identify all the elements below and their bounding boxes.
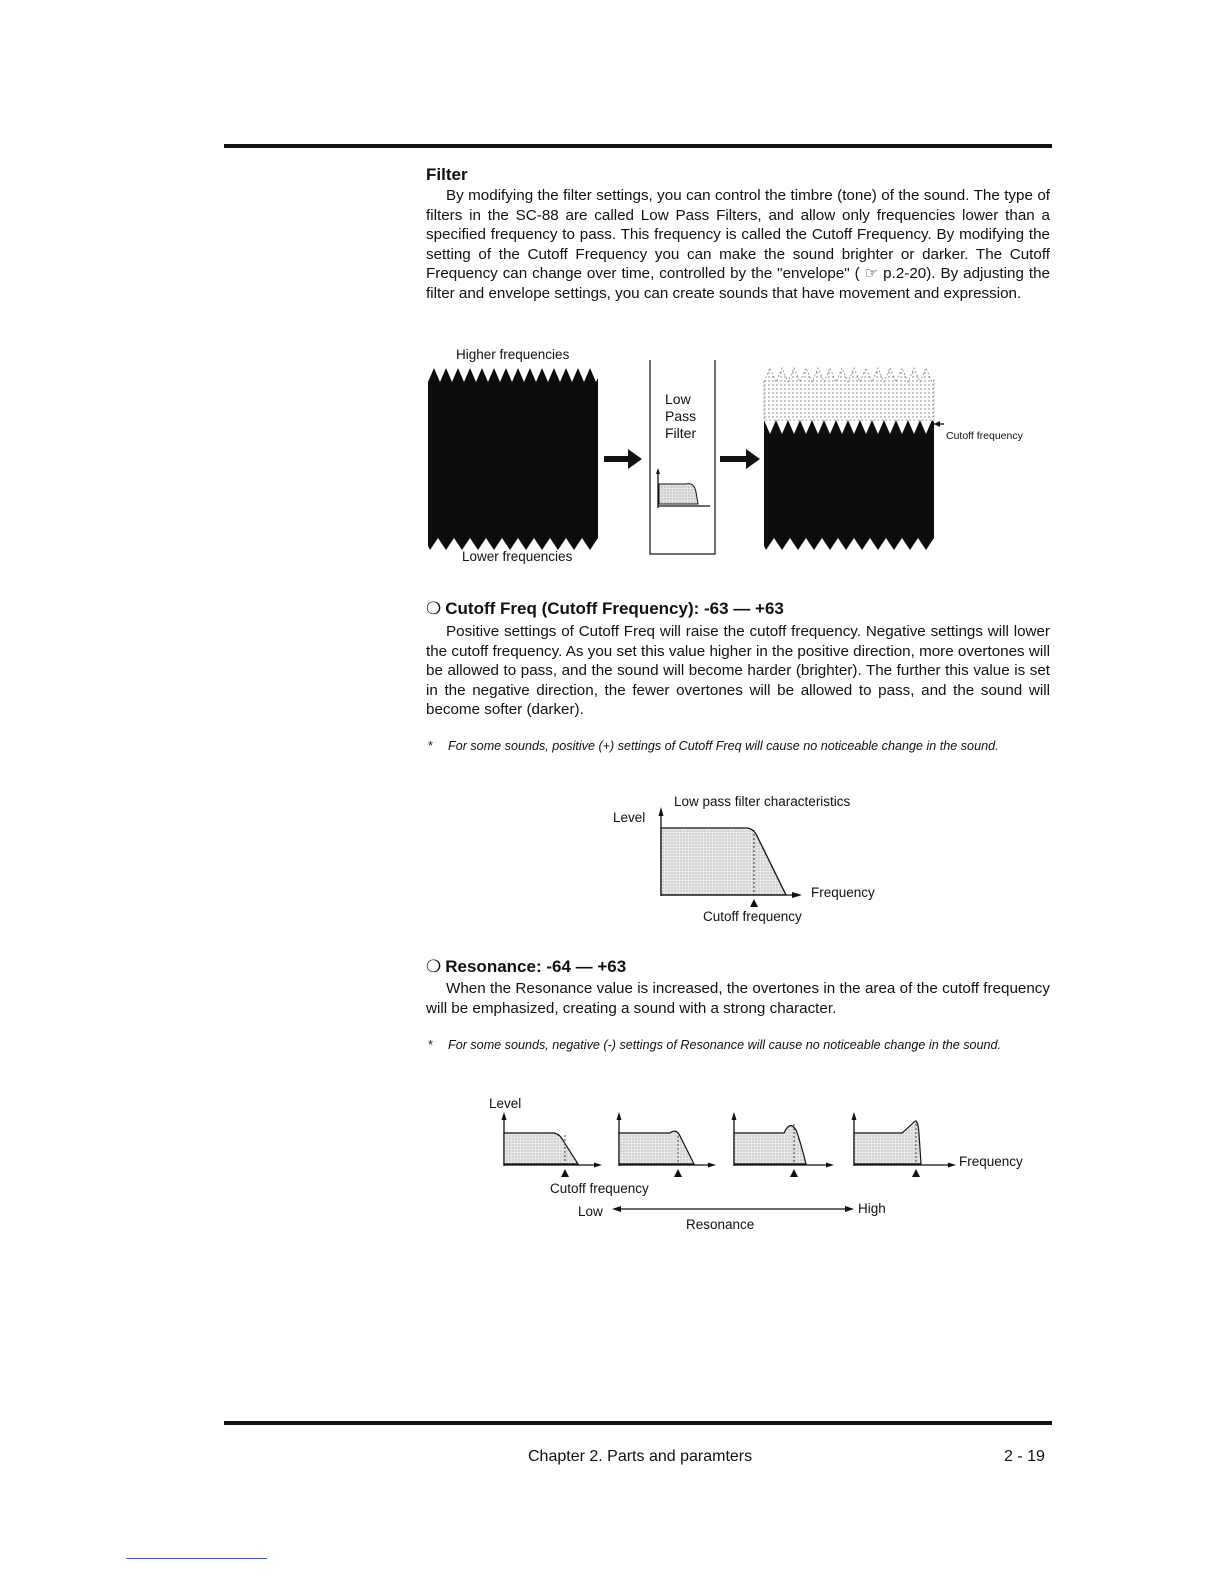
cutoff-frequency-label: Cutoff frequency — [946, 430, 1023, 442]
cutoff-pointer-arrowhead — [934, 421, 940, 427]
resonance-curve-mid-low — [617, 1112, 717, 1177]
resonance-level-label: Level — [489, 1096, 522, 1111]
frequency-axis-arrow-icon — [792, 892, 802, 898]
level-axis-arrow-icon — [659, 807, 664, 816]
resonance-note-text: For some sounds, negative (-) settings of Resonance will cause no noticeable change in the sound. — [448, 1038, 1002, 1052]
lpf-box-label-line1: Low — [665, 391, 691, 407]
resonance-cutoff-label: Cutoff frequency — [550, 1181, 649, 1196]
resonance-note — [428, 1036, 1048, 1055]
cutoff-freq-heading-text: Cutoff Freq (Cutoff Frequency): -63 — +63 — [445, 599, 784, 618]
lpf-box-label-line3: Filter — [665, 425, 697, 441]
resonance-chart — [494, 1108, 964, 1218]
resonance-heading — [426, 957, 626, 977]
resonance-heading-text: Resonance: -64 — +63 — [445, 957, 627, 976]
filter-paragraph: By modifying the filter settings, you can control the timbre (tone) of the sound. The type of filters in the SC-88 are called Low Pass Filters, and allow only frequencies lower than a specified frequency to pass. This frequency is called the Cutoff Frequency. By modifying the setting of the Cutoff Frequency you can make the sound brighter or darker. The Cutoff Frequency can change over time, controlled by the "envelope" ( ☞ p.2-20). By adjusting the filter and envelope settings, you can create sounds that have movement and expression. — [426, 187, 1050, 302]
arrow-right-icon — [604, 449, 642, 469]
higher-frequencies-label: Higher frequencies — [456, 347, 570, 362]
cutoff-freq-paragraph: Positive settings of Cutoff Freq will raise the cutoff frequency. Negative settings will lower the cutoff frequency. As you set this value higher in the positive direction, more overtones will be allowed to pass, and the sound will become harder (brighter). The further this value is set in the negative direction, the fewer overtones will be allowed to pass, and the sound will become softer (darker). — [426, 623, 1050, 719]
lpf-frequency-label: Frequency — [811, 885, 875, 900]
resonance-axis-label: Resonance — [686, 1217, 755, 1232]
cutoff-freq-note-text: For some sounds, positive (+) settings of Cutoff Freq will cause no noticeable change in the sound. — [448, 739, 999, 753]
bottom-rule — [224, 1421, 1052, 1425]
filter-diagram — [424, 360, 1044, 560]
note-marker: * — [428, 1038, 433, 1052]
note-marker: * — [428, 739, 433, 753]
resonance-paragraph: When the Resonance value is increased, the overtones in the area of the cutoff frequency will be emphasized, creating a sound with a strong character. — [426, 980, 1050, 1017]
resonance-low-label: Low — [578, 1204, 603, 1219]
cutoff-freq-note — [428, 737, 1048, 756]
output-spectrum-block — [764, 420, 934, 550]
footer-chapter: Chapter 2. Parts and paramters — [528, 1448, 753, 1465]
resonance-curve-mid-high — [732, 1112, 835, 1177]
page-edge-marker — [126, 1558, 267, 1559]
filter-heading: Filter — [426, 165, 468, 184]
lpf-characteristics-title: Low pass filter characteristics — [674, 794, 851, 809]
low-pass-filter-box — [650, 360, 715, 554]
cutoff-triangle-icon — [750, 899, 758, 907]
input-spectrum-block — [428, 368, 598, 550]
lpf-box-label-line2: Pass — [665, 408, 697, 424]
lower-frequencies-label: Lower frequencies — [462, 549, 573, 564]
lpf-cutoff-label: Cutoff frequency — [703, 909, 802, 924]
footer-page-number: 2 - 19 — [1004, 1448, 1045, 1465]
resonance-curve-high — [852, 1112, 957, 1177]
resonance-frequency-label: Frequency — [959, 1154, 1023, 1169]
resonance-curve-low — [502, 1112, 603, 1177]
section-bullet-icon: ❍ — [426, 957, 442, 976]
lpf-characteristics-chart — [650, 800, 810, 910]
arrow-right-icon — [720, 449, 760, 469]
lpf-level-label: Level — [613, 810, 646, 825]
cutoff-freq-heading — [426, 599, 784, 619]
top-rule — [224, 144, 1052, 148]
resonance-high-label: High — [858, 1201, 886, 1216]
lpf-passband-area — [661, 828, 786, 895]
removed-high-frequencies — [764, 368, 934, 420]
resonance-direction-arrow — [612, 1206, 854, 1212]
section-bullet-icon: ❍ — [426, 599, 442, 618]
